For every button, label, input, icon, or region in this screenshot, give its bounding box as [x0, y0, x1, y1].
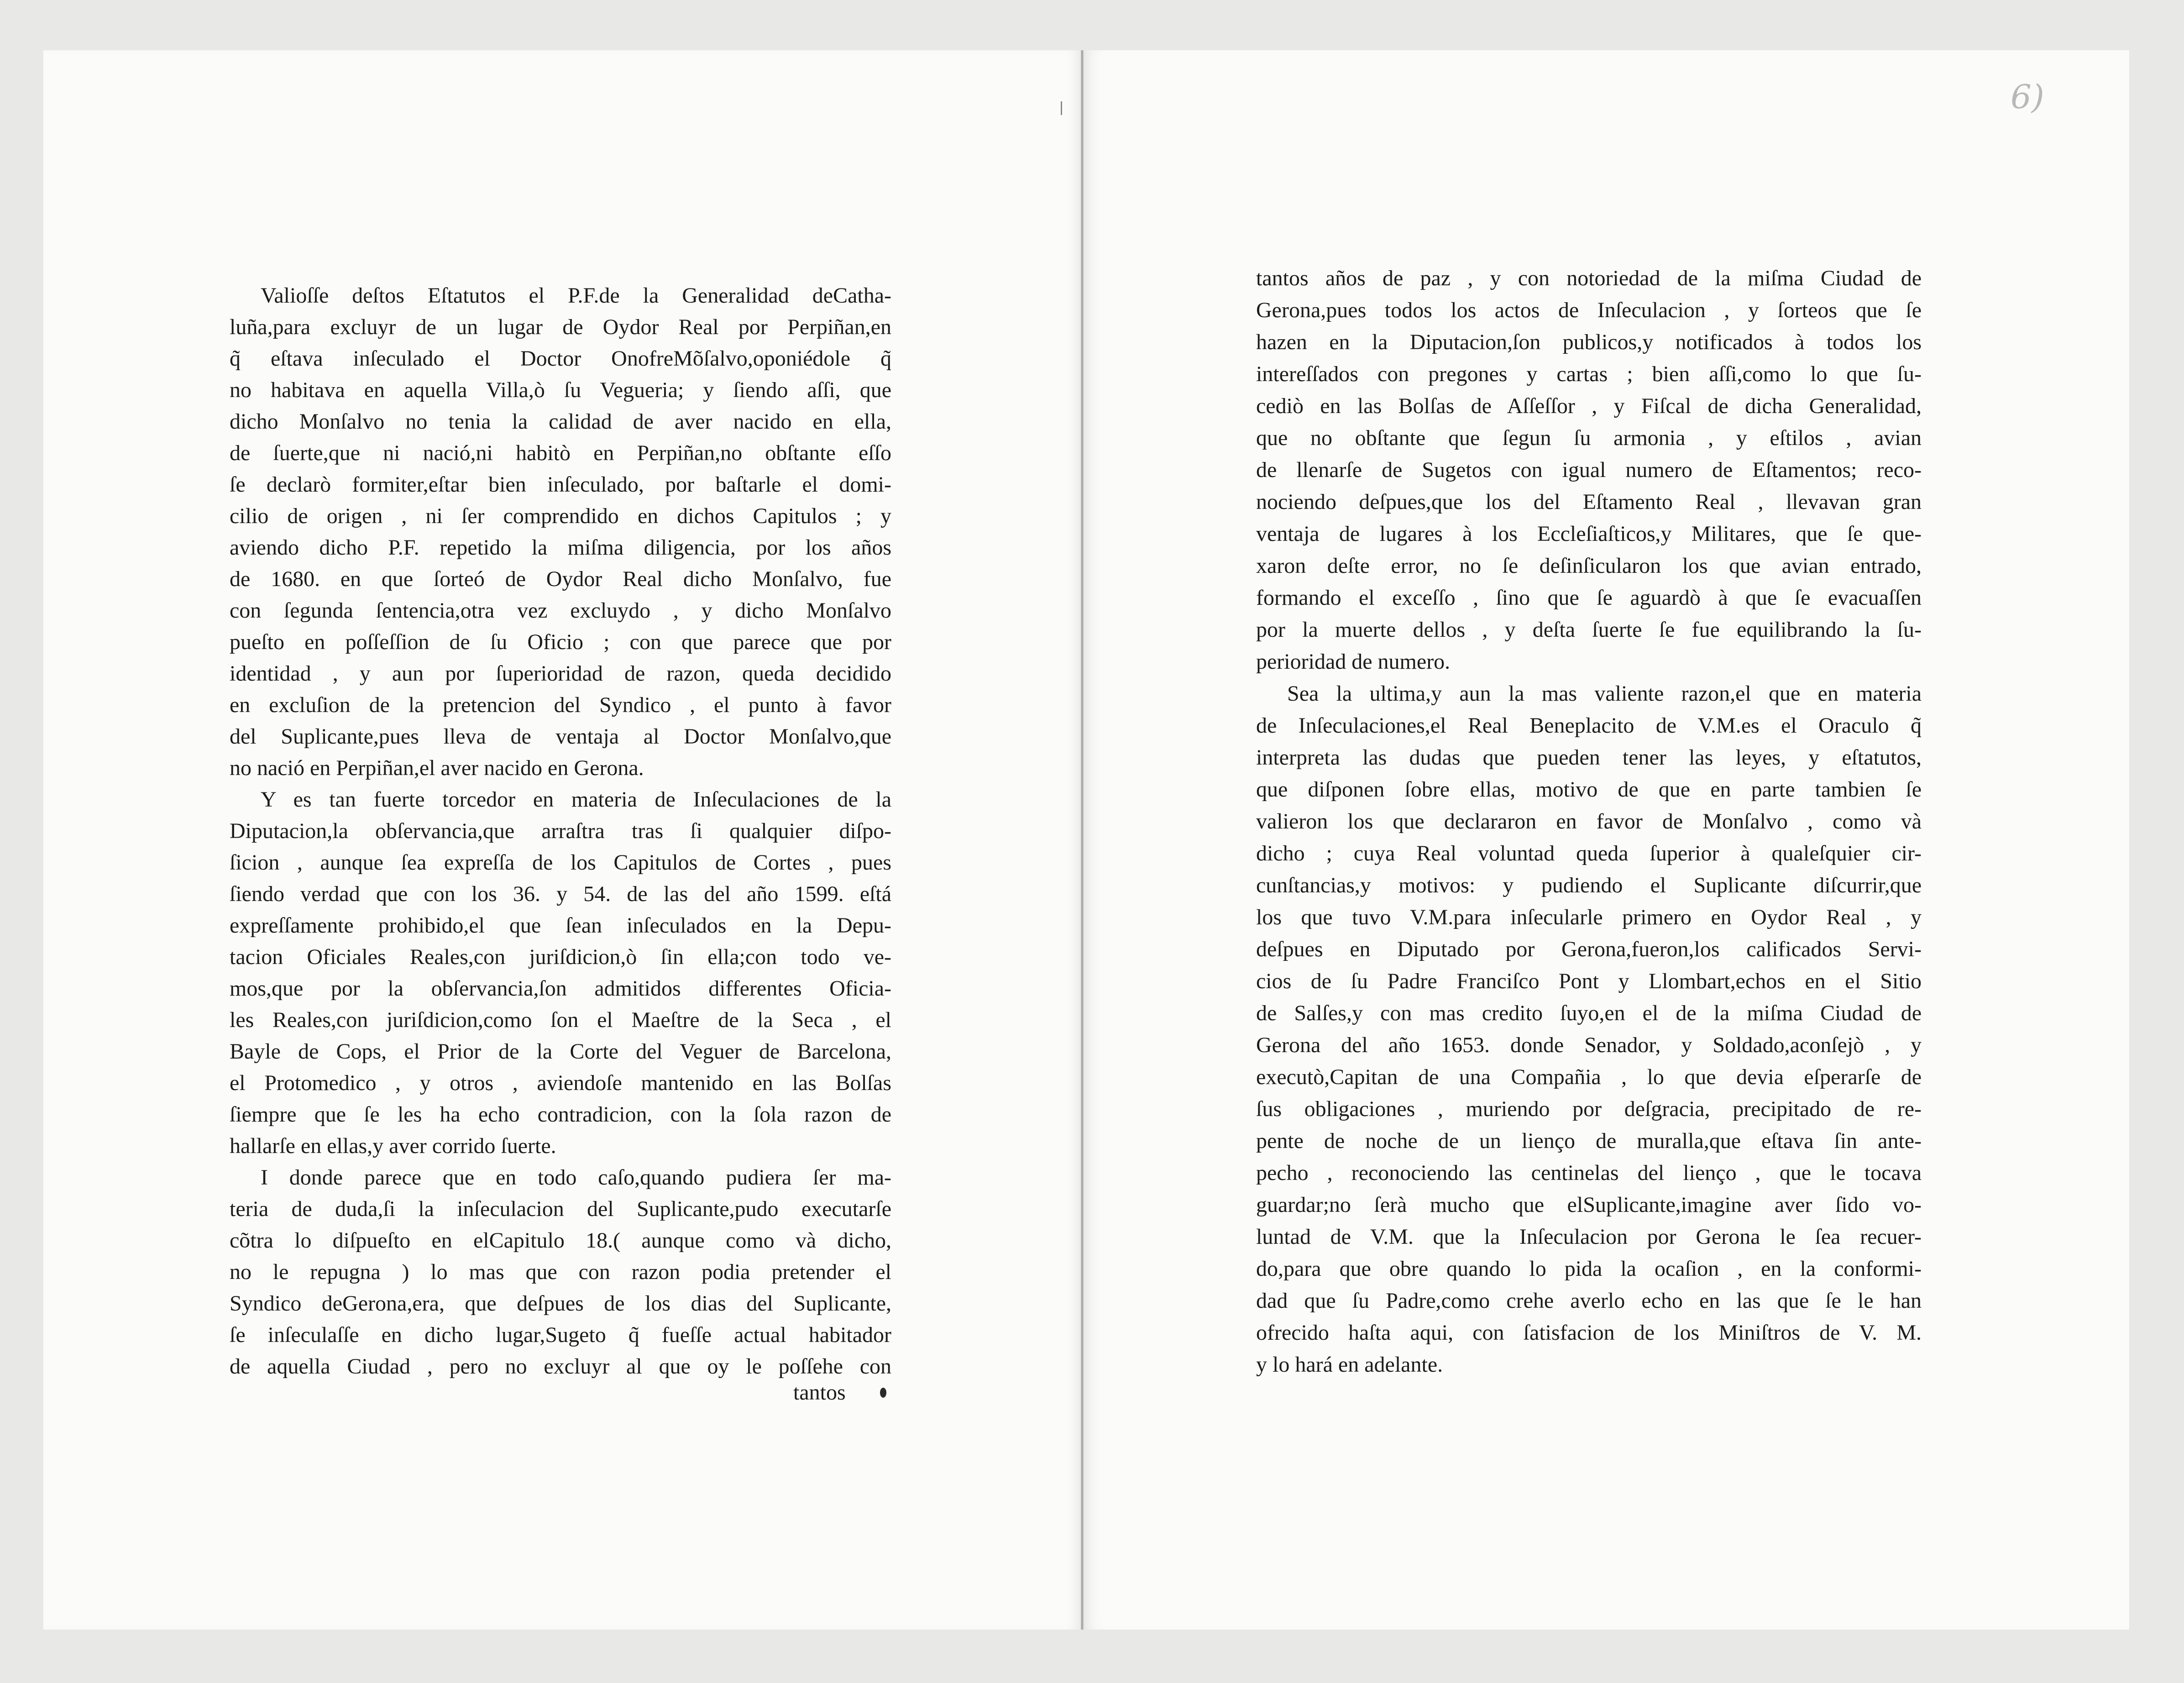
- text-line: formando el exceſſo , ſino que ſe aguardò à que ſe evacuaſſen: [1256, 586, 1922, 610]
- text-line: ſe declarò formiter,eſtar bien inſeculado, por baſtarle el domi-: [230, 472, 891, 497]
- text-line: Valioſſe deſtos Eſtatutos el P.F.de la Generalidad deCatha-: [261, 283, 891, 308]
- text-line: Gerona del año 1653. donde Senador, y Soldado,aconſejò , y: [1256, 1033, 1922, 1057]
- text-line: ſiempre que ſe les ha echo contradicion, con la ſola razon de: [230, 1102, 891, 1127]
- text-line: dicho ; cuya Real voluntad queda ſuperior à qualeſquier cir-: [1256, 841, 1922, 865]
- text-line: xaron deſte error, no ſe deſinſicularon los que avian entrado,: [1256, 554, 1922, 578]
- text-line: pueſto en poſſeſſion de ſu Oficio ; con que parece que por: [230, 630, 891, 654]
- text-line: por la muerte dellos , y deſta ſuerte ſe fue equilibrando la ſu-: [1256, 618, 1922, 642]
- text-line: que diſponen ſobre ellas, motivo de que en parte tambien ſe: [1256, 777, 1922, 802]
- ink-spot: [880, 1388, 886, 1398]
- book-gutter: [1081, 50, 1084, 1630]
- handwritten-page-number: 6): [2011, 78, 2044, 116]
- text-line: ſe inſeculaſſe en dicho lugar,Sugeto q̃ fueſſe actual habitador: [230, 1323, 891, 1347]
- text-line: Syndico deGerona,era, que deſpues de los dias del Suplicante,: [230, 1291, 891, 1316]
- text-line: del Suplicante,pues lleva de ventaja al Doctor Monſalvo,que: [230, 724, 891, 749]
- text-line: ofrecido haſta aqui, con ſatisfacion de los Miniſtros de V. M.: [1256, 1321, 1922, 1345]
- text-line: hazen en la Diputacion,ſon publicos,y notificados à todos los: [1256, 330, 1922, 354]
- text-line: I donde parece que en todo caſo,quando pudiera ſer ma-: [261, 1165, 891, 1190]
- text-line: cunſtancias,y motivos: y pudiendo el Suplicante diſcurrir,que: [1256, 873, 1922, 897]
- text-line: executò,Capitan de una Compañia , lo que devia eſperarſe de: [1256, 1065, 1922, 1089]
- text-line: luntad de V.M. que la Inſeculacion por Gerona le ſea recuer-: [1256, 1225, 1922, 1249]
- right-page-text: [1256, 262, 1922, 1381]
- text-line: perioridad de numero.: [1256, 650, 1451, 674]
- text-line: dicho Monſalvo no tenia la calidad de aver nacido en ella,: [230, 409, 891, 434]
- text-line: no habitava en aquella Villa,ò ſu Vegueria; y ſiendo aſſi, que: [230, 378, 891, 402]
- text-line: cilio de origen , ni ſer comprendido en dichos Capitulos ; y: [230, 504, 891, 528]
- left-page-text: [230, 280, 891, 1382]
- text-line: expreſſamente prohibido,el que ſean inſeculados en la Depu-: [230, 913, 891, 938]
- text-line: guardar;no ſerà mucho que elSuplicante,imagine aver ſido vo-: [1256, 1193, 1922, 1217]
- text-line: con ſegunda ſentencia,otra vez excluydo , y dicho Monſalvo: [230, 598, 891, 623]
- text-line: hallarſe en ellas,y aver corrido ſuerte.: [230, 1134, 556, 1158]
- text-line: no le repugna ) lo mas que con razon podia pretender el: [230, 1260, 891, 1284]
- text-line: Bayle de Cops, el Prior de la Corte del Veguer de Barcelona,: [230, 1039, 891, 1064]
- text-line: cõtra lo diſpueſto en elCapitulo 18.( aunque como và dicho,: [230, 1228, 891, 1253]
- text-line: ventaja de lugares à los Eccleſiaſticos,y Militares, que ſe que-: [1256, 522, 1922, 546]
- text-line: Diputacion,la obſervancia,que arraſtra tras ſi qualquier diſpo-: [230, 819, 891, 843]
- text-line: aviendo dicho P.F. repetido la miſma diligencia, por los años: [230, 535, 891, 560]
- text-line: cios de ſu Padre Franciſco Pont y Llombart,echos en el Sitio: [1256, 969, 1922, 993]
- text-line: pente de noche de un lienço de muralla,que eſtava ſin ante-: [1256, 1129, 1922, 1153]
- text-line: deſpues en Diputado por Gerona,fueron,los calificados Servi-: [1256, 937, 1922, 961]
- text-line: identidad , y aun por ſuperioridad de razon, queda decidido: [230, 661, 891, 686]
- text-line: intereſſados con pregones y cartas ; bien aſſi,como lo que ſu-: [1256, 362, 1922, 386]
- text-line: mos,que por la obſervancia,ſon admitidos differentes Oficia-: [230, 976, 891, 1001]
- text-line: que no obſtante que ſegun ſu armonia , y eſtilos , avian: [1256, 426, 1922, 450]
- text-line: no nació en Perpiñan,el aver nacido en Gerona.: [230, 756, 644, 780]
- text-line: tantos años de paz , y con notoriedad de la miſma Ciudad de: [1256, 266, 1922, 290]
- text-line: Sea la ultima,y aun la mas valiente razon,el que en materia: [1287, 682, 1922, 706]
- text-line: de ſuerte,que ni nació,ni habitò en Perpiñan,no obſtante eſſo: [230, 441, 891, 465]
- text-line: de Salſes,y con mas credito ſuyo,en el de la miſma Ciudad de: [1256, 1001, 1922, 1025]
- text-line: de Inſeculaciones,el Real Beneplacito de V.M.es el Oraculo q̃: [1256, 713, 1922, 738]
- text-line: cediò en las Bolſas de Aſſeſſor , y Fiſcal de dicha Generalidad,: [1256, 394, 1922, 418]
- catchword: tantos: [793, 1380, 846, 1405]
- text-line: de 1680. en que ſorteó de Oydor Real dicho Monſalvo, fue: [230, 567, 891, 591]
- text-line: dad que ſu Padre,como crehe averlo echo en las que ſe le han: [1256, 1289, 1922, 1313]
- text-line: ſus obligaciones , muriendo por deſgracia, precipitado de re-: [1256, 1097, 1922, 1121]
- text-line: en excluſion de la pretencion del Syndico , el punto à favor: [230, 693, 891, 717]
- text-line: Y es tan fuerte torcedor en materia de Inſeculaciones de la: [261, 787, 891, 812]
- text-line: el Protomedico , y otros , aviendoſe mantenido en las Bolſas: [230, 1071, 891, 1095]
- text-line: tacion Oficiales Reales,con juriſdicion,ò ſin ella;con todo ve-: [230, 945, 891, 969]
- text-line: Gerona,pues todos los actos de Inſeculacion , y ſorteos que ſe: [1256, 298, 1922, 322]
- text-line: valieron los que declararon en favor de Monſalvo , como và: [1256, 809, 1922, 834]
- text-line: nociendo deſpues,que los del Eſtamento Real , llevavan gran: [1256, 490, 1922, 514]
- text-line: teria de duda,ſi la inſeculacion del Suplicante,pudo executarſe: [230, 1197, 891, 1221]
- text-line: de aquella Ciudad , pero no excluyr al que oy le poſſehe con: [230, 1354, 891, 1379]
- text-line: pecho , reconociendo las centinelas del lienço , que le tocava: [1256, 1161, 1922, 1185]
- text-line: ſicion , aunque ſea expreſſa de los Capitulos de Cortes , pues: [230, 850, 891, 875]
- text-line: interpreta las dudas que pueden tener las leyes, y eſtatutos,: [1256, 745, 1922, 770]
- text-line: q̃ eſtava inſeculado el Doctor OnofreMõſalvo,oponiédole q̃: [230, 346, 891, 371]
- text-line: luña,para excluyr de un lugar de Oydor Real por Perpiñan,en: [230, 315, 891, 339]
- text-line: ſiendo verdad que con los 36. y 54. de las del año 1599. eſtá: [230, 882, 891, 906]
- text-line: les Reales,con juriſdicion,como ſon el Maeſtre de la Seca , el: [230, 1008, 891, 1032]
- text-line: do,para que obre quando lo pida la ocaſion , en la conformi-: [1256, 1257, 1922, 1281]
- text-line: y lo hará en adelante.: [1256, 1353, 1443, 1377]
- text-line: de llenarſe de Sugetos con igual numero de Eſtamentos; reco-: [1256, 458, 1922, 482]
- text-line: los que tuvo V.M.para inſecularle primero en Oydor Real , y: [1256, 905, 1922, 929]
- scan-mark: [1061, 101, 1062, 115]
